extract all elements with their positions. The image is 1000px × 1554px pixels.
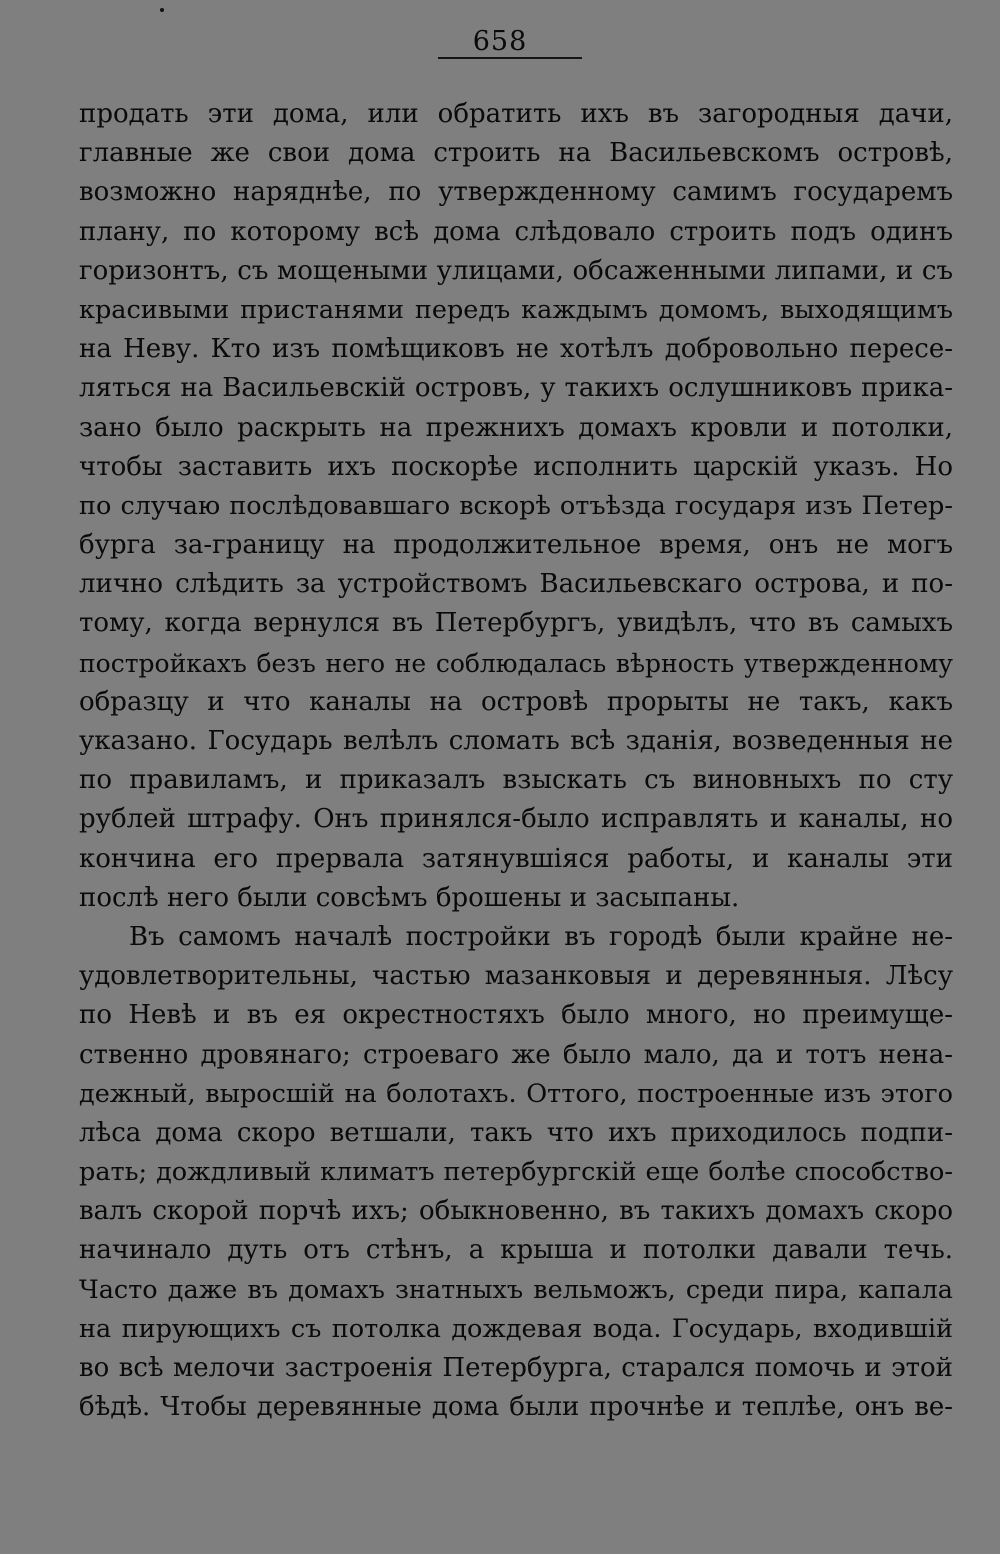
text-line: зано было раскрыть на прежнихъ домахъ кровли и потолки, — [79, 412, 953, 443]
text-line: лѣса дома скоро ветшали, такъ что ихъ приходилось подпи- — [79, 1117, 953, 1148]
text-line: указано. Государь велѣлъ сломать всѣ зданія, возведенныя не — [79, 726, 953, 756]
text-line: дежный, выросшій на болотахъ. Оттого, построенные изъ этого — [79, 1078, 953, 1109]
print-speck — [160, 8, 164, 12]
text-line: образцу и что каналы на островѣ прорыты не такъ, какъ — [79, 686, 953, 717]
text-line: бурга за-границу на продолжительное время, онъ не могъ — [79, 530, 953, 561]
text-line: по правиламъ, и приказалъ взыскать съ виновныхъ по сту — [79, 765, 953, 796]
text-line: кончина его прервала затянувшіяся работы, и каналы эти — [79, 843, 953, 874]
text-line: удовлетворительны, частью мазанковыя и деревянныя. Лѣсу — [79, 961, 953, 992]
text-line: ственно дровянаго; строеваго же было мало, да и тотъ нена- — [79, 1039, 953, 1070]
page-number-rule — [438, 57, 582, 59]
text-line: по случаю послѣдовавшаго вскорѣ отъѣзда государя изъ Петер- — [79, 490, 953, 521]
text-line: возможно наряднѣе, по утвержденному самимъ государемъ — [79, 177, 953, 208]
text-line: постройкахъ безъ него не соблюдалась вѣрность утвержденному — [79, 648, 953, 678]
text-line: Часто даже въ домахъ знатныхъ вельможъ, среди пира, капала — [79, 1274, 953, 1305]
text-line: горизонтъ, съ мощеными улицами, обсаженными липами, и съ — [79, 255, 953, 286]
text-line: главные же свои дома строить на Васильевскомъ островѣ, — [79, 138, 953, 169]
text-line: валъ скорой порчѣ ихъ; обыкновенно, въ такихъ домахъ скоро — [79, 1196, 953, 1227]
text-line: рать; дождливый климатъ петербургскій еще болѣе способство- — [79, 1157, 953, 1188]
text-line: ляться на Васильевскій островъ, у такихъ ослушниковъ прика- — [79, 373, 953, 404]
text-line: начинало дуть отъ стѣнъ, а крыша и потолки давали течь. — [79, 1235, 953, 1266]
text-line: по Невѣ и въ ея окрестностяхъ было много, но преимуще- — [79, 1000, 953, 1031]
page-number: 658 — [472, 26, 528, 57]
text-line: во всѣ мелочи застроенія Петербурга, старался помочь и этой — [79, 1353, 953, 1383]
paragraph-2 — [79, 918, 953, 1427]
text-line: продать эти дома, или обратить ихъ въ загородныя дачи, — [79, 99, 953, 129]
body-text — [79, 95, 953, 1427]
text-line: Въ самомъ началѣ постройки въ городѣ были крайне не- — [129, 921, 953, 952]
text-line: рублей штрафу. Онъ принялся-было исправлять и каналы, но — [79, 804, 953, 835]
text-line: послѣ него были совсѣмъ брошены и засыпаны. — [79, 882, 740, 913]
text-line: бѣдѣ. Чтобы деревянные дома были прочнѣе и теплѣе, онъ ве- — [79, 1392, 953, 1423]
text-line: красивыми пристанями передъ каждымъ домомъ, выходящимъ — [79, 294, 953, 325]
text-line: на пирующихъ съ потолка дождевая вода. Государь, входившій — [79, 1313, 953, 1344]
text-line: тому, когда вернулся въ Петербургъ, увидѣлъ, что въ самыхъ — [79, 608, 953, 639]
text-line: плану, по которому всѣ дома слѣдовало строить подъ одинъ — [79, 216, 953, 247]
paragraph-1 — [79, 95, 953, 918]
text-line: чтобы заставить ихъ поскорѣе исполнить царскій указъ. Но — [79, 451, 953, 482]
text-line: лично слѣдить за устройствомъ Васильевскаго острова, и по- — [79, 569, 953, 600]
text-line: на Неву. Кто изъ помѣщиковъ не хотѣлъ добровольно пересе- — [79, 334, 953, 365]
